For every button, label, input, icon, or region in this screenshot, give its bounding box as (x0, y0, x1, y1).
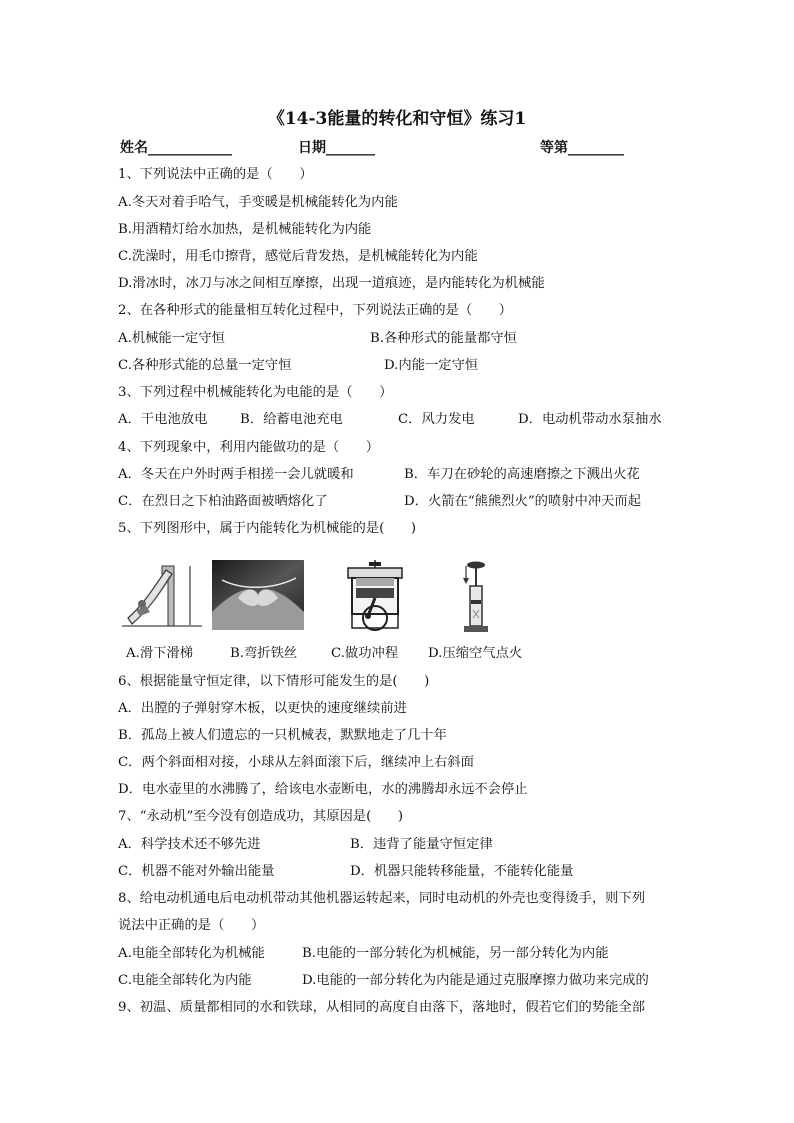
q8-option-b: B.电能的一部分转化为机械能，另一部分转化为内能 (302, 946, 609, 961)
q8-option-a: A.电能全部转化为机械能 (118, 946, 265, 961)
q3-option-b: B．给蓄电池充电 (240, 412, 343, 427)
figure-caption-b: B.弯折铁丝 (230, 646, 298, 661)
q7-option-d: D．机器只能转移能量，不能转化能量 (350, 864, 574, 879)
q6-option-c: C．两个斜面相对接，小球从左斜面滚下后，继续冲上右斜面 (118, 755, 474, 770)
q1-option-c: C.洗澡时，用毛巾擦背，感觉后背发热，是机械能转化为内能 (118, 249, 478, 264)
q2-option-d: D.内能一定守恒 (384, 358, 479, 373)
q1-option-a: A.冬天对着手哈气，手变暖是机械能转化为内能 (118, 195, 398, 210)
q8-option-c: C.电能全部转化为内能 (118, 973, 252, 988)
q1-option-b: B.用酒精灯给水加热，是机械能转化为内能 (118, 222, 372, 237)
bending-wire-photo (212, 560, 304, 630)
figure-caption-c: C.做功冲程 (331, 646, 399, 661)
q3-stem: 3、下列过程中机械能转化为电能的是（ ） (118, 385, 393, 400)
q6-stem: 6、根据能量守恒定律，以下情形可能发生的是( ) (118, 674, 430, 689)
q6-option-d: D．电水壶里的水沸腾了，给该电水壶断电，水的沸腾却永远不会停止 (118, 782, 528, 797)
q2-option-b: B.各种形式的能量都守恒 (370, 331, 517, 346)
q7-stem: 7、“永动机”至今没有创造成功，其原因是( ) (118, 809, 404, 824)
q2-option-c: C.各种形式能的总量一定守恒 (118, 358, 292, 373)
q7-option-a: A．科学技术还不够先进 (118, 837, 261, 852)
q2-stem: 2、在各种形式的能量相互转化过程中，下列说法正确的是（ ） (118, 303, 513, 318)
q4-option-c: C．在烈日之下柏油路面被晒熔化了 (118, 494, 328, 509)
q3-option-a: A．干电池放电 (118, 412, 208, 427)
q5-stem: 5、下列图形中，属于内能转化为机械能的是( ) (118, 521, 417, 536)
q1-option-d: D.滑冰时，冰刀与冰之间相互摩擦，出现一道痕迹，是内能转化为机械能 (118, 276, 545, 291)
q7-option-c: C．机器不能对外输出能量 (118, 864, 275, 879)
q4-option-d: D．火箭在“熊熊烈火”的喷射中冲天而起 (404, 494, 642, 509)
q6-option-a: A．出膛的子弹射穿木板，以更快的速度继续前进 (118, 701, 407, 716)
q3-option-c: C．风力发电 (398, 412, 475, 427)
grade-field: 等第________ (540, 140, 624, 156)
figure-caption-d: D.压缩空气点火 (428, 646, 523, 661)
slide-illustration (122, 560, 202, 630)
q8-stem-line1: 8、给电动机通电后电动机带动其他机器运转起来，同时电动机的外壳也变得烫手，则下列 (118, 891, 646, 906)
figure-caption-a: A.滑下滑梯 (126, 646, 194, 661)
q9-stem: 9、初温、质量都相同的水和铁球，从相同的高度自由落下，落地时，假若它们的势能全部 (118, 1000, 646, 1015)
q8-stem-line2: 说法中正确的是（ ） (118, 918, 265, 933)
q4-stem: 4、下列现象中，利用内能做功的是（ ） (118, 440, 380, 455)
q4-option-a: A．冬天在户外时两手相搓一会儿就暖和 (118, 467, 354, 482)
q2-option-a: A.机械能一定守恒 (118, 331, 225, 346)
q8-option-d: D.电能的一部分转化为内能是通过克服摩擦力做功来完成的 (302, 973, 649, 988)
q7-option-b: B．违背了能量守恒定律 (350, 837, 493, 852)
compressed-air-ignition-diagram (456, 560, 492, 636)
page-title: 《14-3能量的转化和守恒》练习1 (267, 109, 527, 129)
name-field: 姓名____________ (120, 140, 232, 156)
q3-option-d: D．电动机带动水泵抽水 (518, 412, 662, 427)
engine-power-stroke-diagram (342, 560, 408, 632)
q6-option-b: B．孤岛上被人们遗忘的一只机械表，默默地走了几十年 (118, 728, 447, 743)
q1-stem: 1、下列说法中正确的是（ ） (118, 167, 313, 182)
q4-option-b: B．车刀在砂轮的高速磨擦之下溅出火花 (404, 467, 640, 482)
date-field: 日期_______ (298, 140, 375, 156)
